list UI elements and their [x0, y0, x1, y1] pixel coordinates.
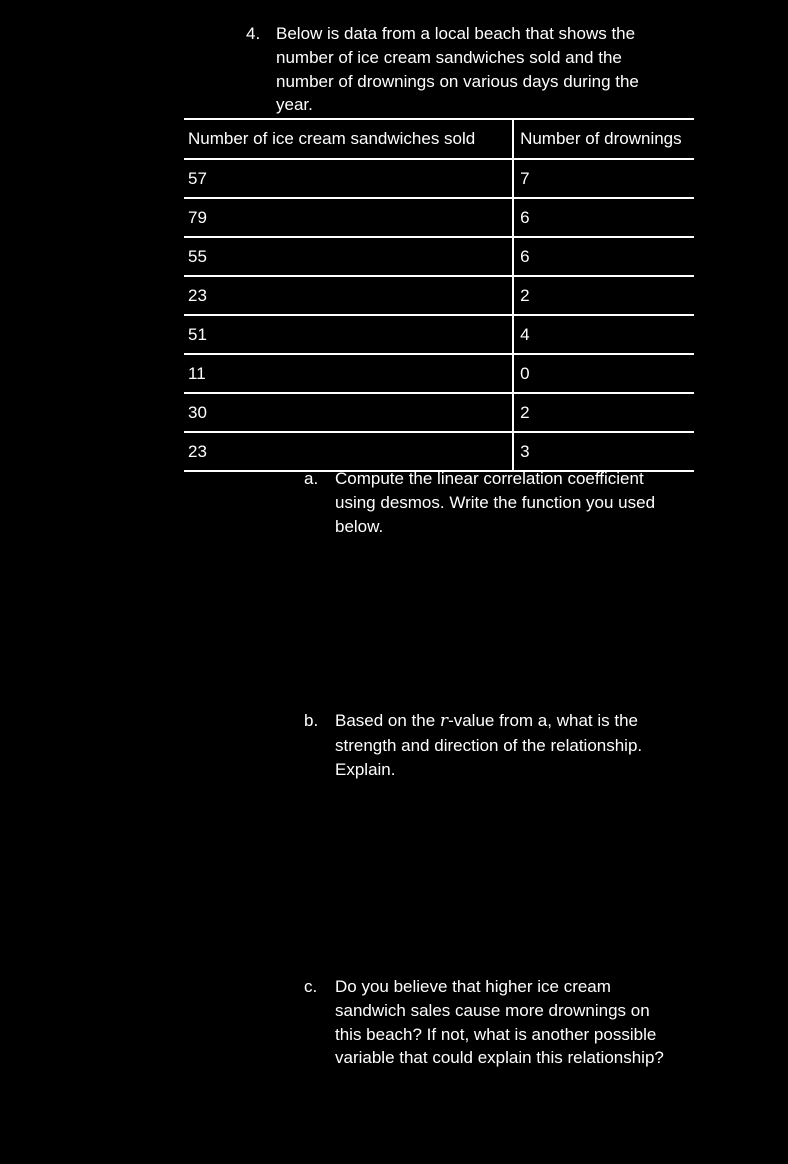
cell-ice-cream: 57 [184, 159, 513, 198]
table-row [184, 159, 694, 198]
data-table [184, 118, 694, 472]
cell-ice-cream: 51 [184, 315, 513, 354]
table-row [184, 198, 694, 237]
cell-drownings: 6 [513, 237, 694, 276]
part-b-text [335, 709, 665, 781]
table-row [184, 354, 694, 393]
cell-drownings: 3 [513, 432, 694, 471]
cell-ice-cream: 30 [184, 393, 513, 432]
table-row [184, 315, 694, 354]
table-row [184, 393, 694, 432]
cell-ice-cream: 55 [184, 237, 513, 276]
part-b-label: b. [304, 711, 319, 730]
cell-drownings: 6 [513, 198, 694, 237]
cell-drownings: 2 [513, 393, 694, 432]
cell-ice-cream: 23 [184, 276, 513, 315]
table-row [184, 276, 694, 315]
r-variable: r [439, 711, 449, 731]
part-b-text-after: -value from a, what is the strength and direction of the relationship. Explain. [335, 711, 643, 779]
cell-drownings: 0 [513, 354, 694, 393]
cell-ice-cream: 79 [184, 198, 513, 237]
part-a-text: Compute the linear correlation coefficient using desmos. Write the function you used below. [335, 469, 656, 536]
cell-ice-cream: 23 [184, 432, 513, 471]
cell-drownings: 2 [513, 276, 694, 315]
cell-ice-cream: 11 [184, 354, 513, 393]
question-text: Below is data from a local beach that shows the number of ice cream sandwiches sold and the number of drownings on various days during the year. [276, 24, 639, 115]
part-c-label: c. [304, 977, 318, 996]
header-drownings: Number of drownings [513, 119, 694, 159]
part-a-label: a. [304, 469, 319, 488]
cell-drownings: 7 [513, 159, 694, 198]
cell-drownings: 4 [513, 315, 694, 354]
question-number: 4. [246, 24, 261, 43]
part-b-text-before: Based on the [335, 711, 440, 730]
table-row [184, 237, 694, 276]
header-ice-cream-sold: Number of ice cream sandwiches sold [184, 119, 513, 159]
table-header-row [184, 119, 694, 159]
table-row [184, 432, 694, 471]
part-c-text: Do you believe that higher ice cream sandwich sales cause more drownings on this beach? If not, what is another possible variable that could explain this relationship? [335, 977, 664, 1068]
